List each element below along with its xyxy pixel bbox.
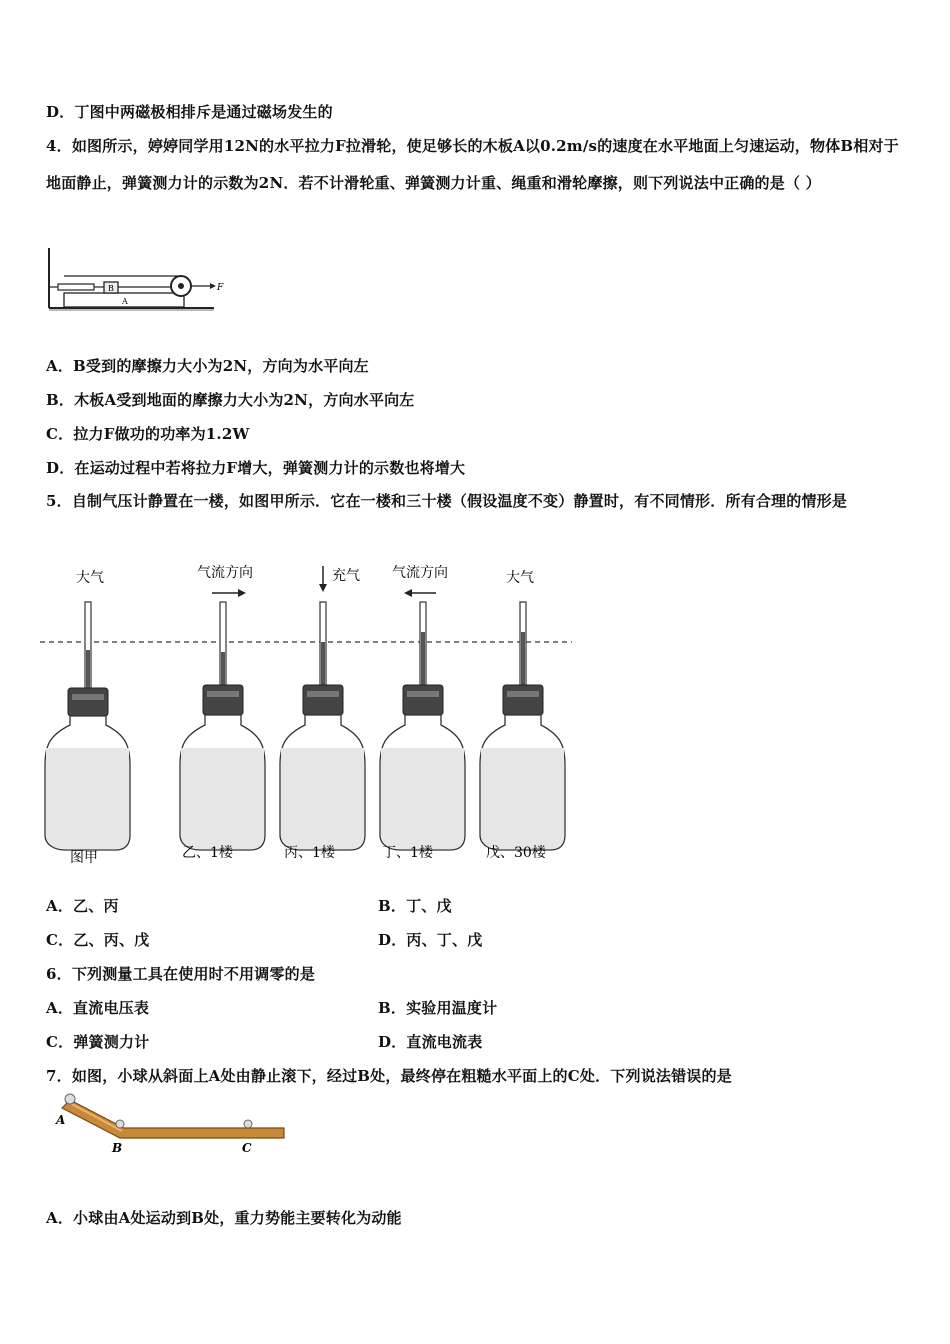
q5-top-label-1: 大气 [76,570,104,586]
q7-slope-figure [52,1090,292,1160]
q7-ball-c [244,1120,252,1128]
q5-option-b: B．丁、戊 [378,897,452,915]
q4-label-f: F [217,283,224,293]
q4-label-b: B [108,284,114,293]
q7-option-a: A．小球由A处运动到B处，重力势能主要转化为动能 [46,1209,402,1227]
q4-stem: 4．如图所示，婷婷同学用12N的水平拉力F拉滑轮，使足够长的木板A以0.2m/s的速度在水平地面上匀速运动，物体B相对于地面静止，弹簧测力计的示数为2N．若不计滑轮重、弹簧测力计重、绳重和滑轮摩擦，则下列说法中正确的是（ ） [46,137,899,192]
q4-option-b: B．木板A受到地面的摩擦力大小为2N，方向水平向左 [46,391,415,409]
q6-option-a: A．直流电压表 [46,999,150,1017]
q4-spring-scale [58,284,94,290]
q5-airflow-right-arrow [212,589,246,597]
q6-stem: 6．下列测量工具在使用时不用调零的是 [46,965,316,983]
q5-top-label-2: 气流方向 [197,565,253,581]
q4-option-d: D．在运动过程中若将拉力F增大，弹簧测力计的示数也将增大 [46,459,466,477]
q6-option-c: C．弹簧测力计 [46,1033,150,1051]
q5-bottle-jia [45,602,130,850]
q7-ball-a [65,1094,75,1104]
q5-option-c: C．乙、丙、戊 [46,931,150,949]
q5-bottom-label-4: 丁、1楼 [382,845,433,861]
q7-label-a: A [56,1113,66,1127]
q5-bottom-label-1: 图甲 [70,850,98,866]
q5-bottom-label-2: 乙、1楼 [182,845,233,861]
q5-bottle-bing [280,602,365,850]
q5-bottom-label-5: 戊、30楼 [486,845,546,861]
q7-label-b: B [112,1141,123,1155]
q5-top-label-4: 气流方向 [392,565,448,581]
q6-option-d: D．直流电流表 [378,1033,483,1051]
q5-inflate-down-arrow [319,566,327,592]
q5-bottle-ding [380,602,465,850]
q3-option-d: D．丁图中两磁极相排斥是通过磁场发生的 [46,103,333,121]
q5-top-label-3: 充气 [332,568,360,584]
q5-bottle-yi [180,602,265,850]
q7-label-c: C [242,1141,252,1155]
q4-option-a: A．B受到的摩擦力大小为2N，方向为水平向左 [46,357,369,375]
q7-stem: 7．如图，小球从斜面上A处由静止滚下，经过B处，最终停在粗糙水平面上的C处．下列说法错误的是 [46,1067,732,1085]
q5-airflow-left-arrow [404,589,436,597]
q5-bottle-wu [480,602,565,850]
q5-option-a: A．乙、丙 [46,897,119,915]
q5-option-d: D．丙、丁、戊 [378,931,483,949]
q7-ball-b [116,1120,124,1128]
q4-label-a: A [122,297,128,306]
q5-top-label-5: 大气 [506,570,534,586]
q5-stem: 5．自制气压计静置在一楼，如图甲所示．它在一楼和三十楼（假设温度不变）静置时，有不同情形．所有合理的情形是 [46,492,848,510]
q4-option-c: C．拉力F做功的功率为1.2W [46,425,250,443]
q5-barometer-figure [40,560,580,870]
q4-pulley-figure [44,246,224,316]
q6-option-b: B．实验用温度计 [378,999,498,1017]
q5-bottom-label-3: 丙、1楼 [284,845,335,861]
